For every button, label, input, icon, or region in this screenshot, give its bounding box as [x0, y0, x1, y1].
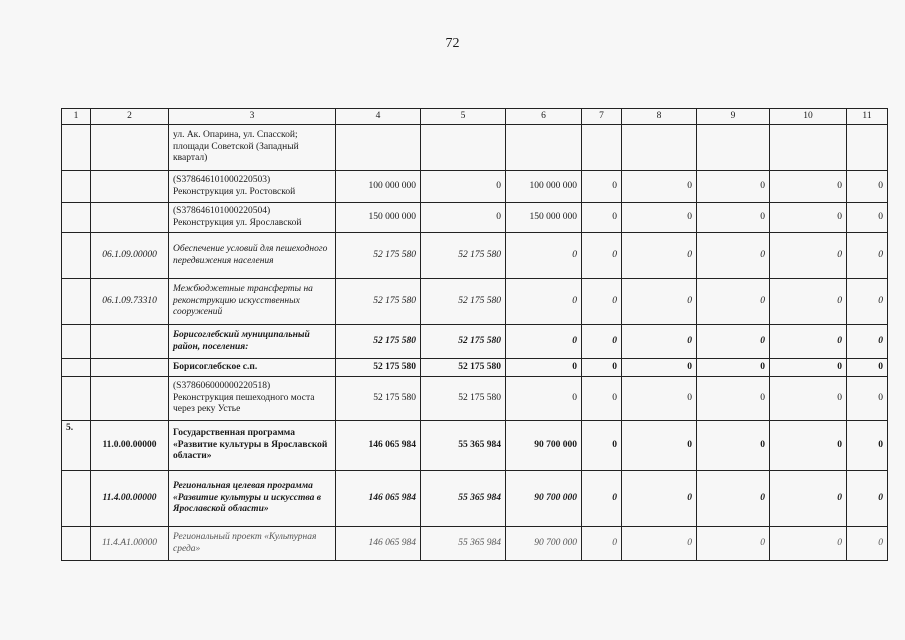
total-cell: 150 000 000 [336, 203, 421, 233]
col10-cell: 0 [770, 325, 847, 359]
header-cell: 8 [622, 109, 697, 125]
col9-cell: 0 [697, 171, 770, 203]
col10-cell: 0 [770, 377, 847, 421]
code-cell: 06.1.09.73310 [91, 279, 169, 325]
header-cell: 3 [169, 109, 336, 125]
header-cell: 7 [582, 109, 622, 125]
col6-cell: 0 [506, 325, 582, 359]
row-number-cell [62, 377, 91, 421]
col5-cell: 55 365 984 [421, 421, 506, 471]
col7-cell: 0 [582, 233, 622, 279]
col8-cell [622, 125, 697, 171]
header-cell: 5 [421, 109, 506, 125]
total-cell: 52 175 580 [336, 377, 421, 421]
col6-cell: 0 [506, 359, 582, 377]
row-number-cell [62, 203, 91, 233]
col5-cell: 0 [421, 171, 506, 203]
col8-cell: 0 [622, 171, 697, 203]
header-cell: 6 [506, 109, 582, 125]
col6-cell: 0 [506, 279, 582, 325]
col5-cell: 0 [421, 203, 506, 233]
col11-cell: 0 [847, 527, 888, 561]
col10-cell: 0 [770, 527, 847, 561]
col11-cell: 0 [847, 325, 888, 359]
table-row [62, 377, 888, 421]
name-cell: Региональная целевая программа «Развитие культуры и искусства в Ярославской области» [169, 471, 336, 527]
code-cell [91, 125, 169, 171]
header-cell: 9 [697, 109, 770, 125]
col8-cell: 0 [622, 233, 697, 279]
col6-cell [506, 125, 582, 171]
col8-cell: 0 [622, 279, 697, 325]
col9-cell: 0 [697, 203, 770, 233]
col9-cell: 0 [697, 471, 770, 527]
code-cell: 11.0.00.00000 [91, 421, 169, 471]
col11-cell: 0 [847, 233, 888, 279]
header-cell: 2 [91, 109, 169, 125]
col10-cell: 0 [770, 421, 847, 471]
col10-cell [770, 125, 847, 171]
code-cell [91, 171, 169, 203]
budget-table [61, 108, 888, 561]
col11-cell: 0 [847, 279, 888, 325]
name-cell: Обеспечение условий для пешеходного передвижения населения [169, 233, 336, 279]
col6-cell: 0 [506, 233, 582, 279]
total-cell: 52 175 580 [336, 325, 421, 359]
row-number-cell [62, 527, 91, 561]
total-cell: 52 175 580 [336, 359, 421, 377]
row-number-cell [62, 233, 91, 279]
row-number-cell [62, 325, 91, 359]
total-cell: 146 065 984 [336, 421, 421, 471]
header-cell: 11 [847, 109, 888, 125]
table-header-row [62, 109, 888, 125]
table-row [62, 421, 888, 471]
col5-cell: 55 365 984 [421, 471, 506, 527]
col6-cell: 90 700 000 [506, 471, 582, 527]
col8-cell: 0 [622, 203, 697, 233]
col9-cell: 0 [697, 527, 770, 561]
total-cell: 52 175 580 [336, 279, 421, 325]
col9-cell: 0 [697, 279, 770, 325]
table-row [62, 325, 888, 359]
row-number-cell [62, 359, 91, 377]
table-row [62, 471, 888, 527]
name-cell: (S378646101000220503) Реконструкция ул. Ростовской [169, 171, 336, 203]
col7-cell: 0 [582, 325, 622, 359]
code-cell: 11.4.A1.00000 [91, 527, 169, 561]
col7-cell: 0 [582, 421, 622, 471]
code-cell [91, 325, 169, 359]
col7-cell: 0 [582, 279, 622, 325]
col5-cell: 52 175 580 [421, 377, 506, 421]
col5-cell: 52 175 580 [421, 359, 506, 377]
col7-cell [582, 125, 622, 171]
col6-cell: 90 700 000 [506, 421, 582, 471]
col9-cell: 0 [697, 421, 770, 471]
col11-cell: 0 [847, 421, 888, 471]
total-cell: 100 000 000 [336, 171, 421, 203]
col10-cell: 0 [770, 233, 847, 279]
col11-cell: 0 [847, 203, 888, 233]
code-cell [91, 359, 169, 377]
header-cell: 1 [62, 109, 91, 125]
col10-cell: 0 [770, 203, 847, 233]
row-number-cell [62, 471, 91, 527]
table-row [62, 233, 888, 279]
col5-cell: 52 175 580 [421, 233, 506, 279]
col9-cell: 0 [697, 325, 770, 359]
col6-cell: 0 [506, 377, 582, 421]
col7-cell: 0 [582, 527, 622, 561]
col7-cell: 0 [582, 171, 622, 203]
col5-cell: 52 175 580 [421, 325, 506, 359]
col5-cell [421, 125, 506, 171]
name-cell: (S378646101000220504) Реконструкция ул. Ярославской [169, 203, 336, 233]
col5-cell: 55 365 984 [421, 527, 506, 561]
name-cell: Борисоглебский муниципальный район, поселения: [169, 325, 336, 359]
col11-cell: 0 [847, 359, 888, 377]
col9-cell: 0 [697, 377, 770, 421]
name-cell: Государственная программа «Развитие культуры в Ярославской области» [169, 421, 336, 471]
col10-cell: 0 [770, 359, 847, 377]
col9-cell: 0 [697, 233, 770, 279]
col11-cell [847, 125, 888, 171]
table-row [62, 527, 888, 561]
code-cell: 11.4.00.00000 [91, 471, 169, 527]
table-row [62, 125, 888, 171]
code-cell [91, 203, 169, 233]
col6-cell: 90 700 000 [506, 527, 582, 561]
col6-cell: 150 000 000 [506, 203, 582, 233]
col7-cell: 0 [582, 203, 622, 233]
col5-cell: 52 175 580 [421, 279, 506, 325]
header-cell: 10 [770, 109, 847, 125]
col6-cell: 100 000 000 [506, 171, 582, 203]
col8-cell: 0 [622, 421, 697, 471]
name-cell: Борисоглебское с.п. [169, 359, 336, 377]
col10-cell: 0 [770, 279, 847, 325]
col7-cell: 0 [582, 359, 622, 377]
code-cell [91, 377, 169, 421]
name-cell: Региональный проект «Культурная среда» [169, 527, 336, 561]
col8-cell: 0 [622, 359, 697, 377]
row-number-cell [62, 279, 91, 325]
col9-cell [697, 125, 770, 171]
table-row [62, 359, 888, 377]
header-cell: 4 [336, 109, 421, 125]
col10-cell: 0 [770, 171, 847, 203]
table-row [62, 279, 888, 325]
name-cell: ул. Ак. Опарина, ул. Спасской; площади Советской (Западный квартал) [169, 125, 336, 171]
row-number-cell [62, 125, 91, 171]
name-cell: (S378606000000220518) Реконструкция пешеходного моста через реку Устье [169, 377, 336, 421]
total-cell [336, 125, 421, 171]
col8-cell: 0 [622, 471, 697, 527]
col11-cell: 0 [847, 471, 888, 527]
col10-cell: 0 [770, 471, 847, 527]
col8-cell: 0 [622, 377, 697, 421]
col8-cell: 0 [622, 325, 697, 359]
table-row [62, 171, 888, 203]
col11-cell: 0 [847, 377, 888, 421]
page-number: 72 [445, 36, 460, 51]
col9-cell: 0 [697, 359, 770, 377]
total-cell: 146 065 984 [336, 471, 421, 527]
col7-cell: 0 [582, 377, 622, 421]
name-cell: Межбюджетные трансферты на реконструкцию искусственных сооружений [169, 279, 336, 325]
col11-cell: 0 [847, 171, 888, 203]
table-row [62, 203, 888, 233]
code-cell: 06.1.09.00000 [91, 233, 169, 279]
col8-cell: 0 [622, 527, 697, 561]
row-number-cell [62, 171, 91, 203]
total-cell: 52 175 580 [336, 233, 421, 279]
row-number-cell: 5. [62, 421, 91, 471]
total-cell: 146 065 984 [336, 527, 421, 561]
col7-cell: 0 [582, 471, 622, 527]
